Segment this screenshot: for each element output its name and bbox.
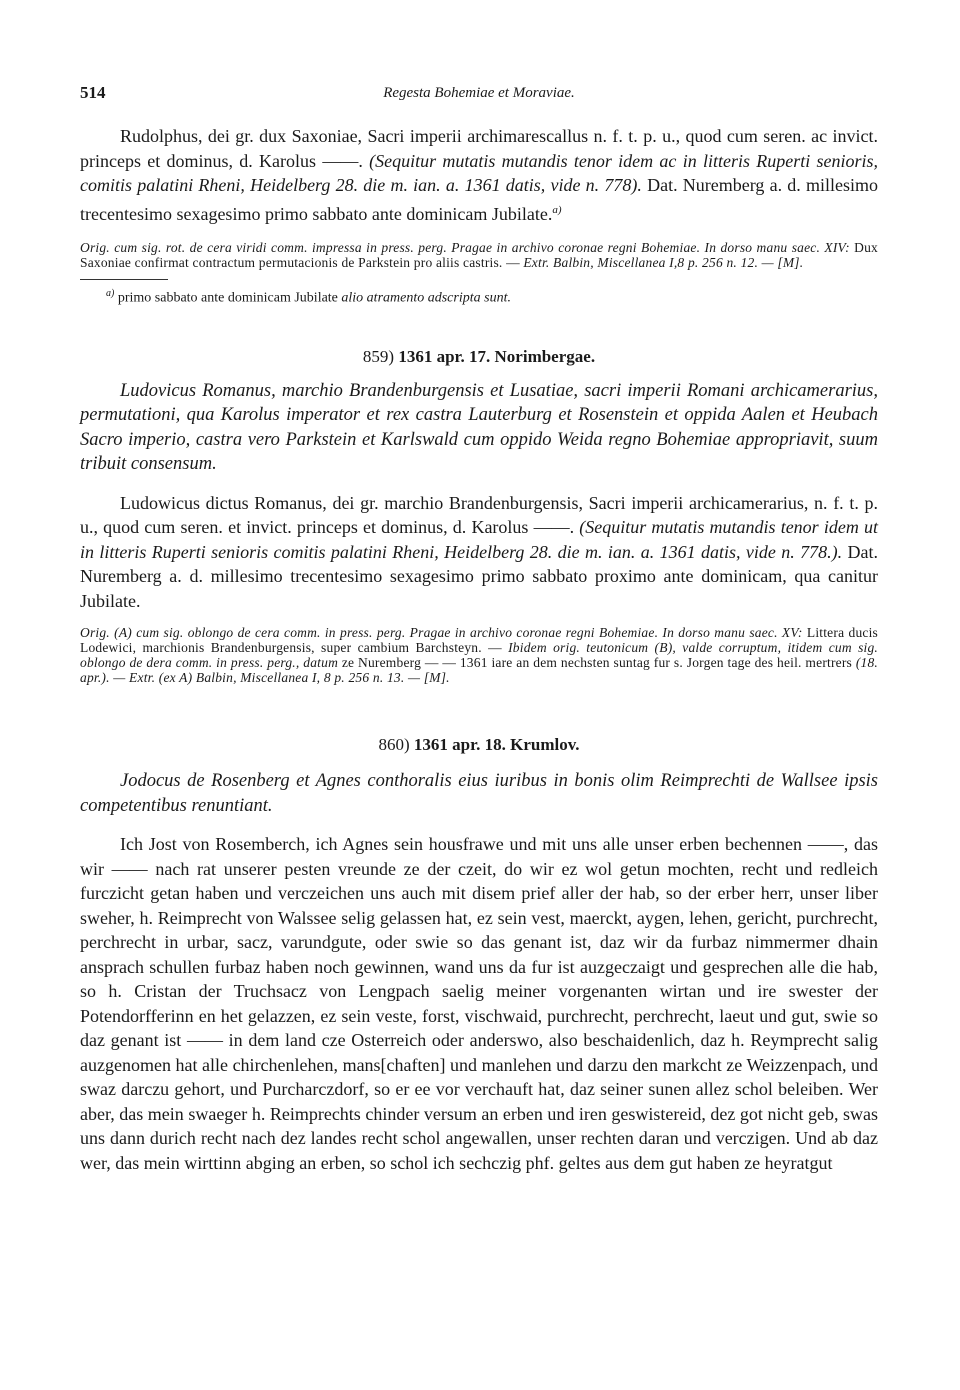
doc860-date: 1361 apr. 18. Krumlov. bbox=[413, 735, 580, 755]
doc859-note-b: Littera ducis Lodewici, marchionis Brandenburgensis, super cambium Barchsteyn. — bbox=[80, 625, 878, 656]
doc858-footnote-a: primo sabbato ante dominicam Jubilate bbox=[114, 290, 342, 306]
footnote-rule bbox=[80, 279, 168, 280]
doc859-note-c: Ibidem orig. teutonicum (B), valde corruptum, itidem cum sig. oblongo de dera comm. in press. perg., datum bbox=[80, 640, 879, 671]
doc859-note-d: ze Nuremberg — — 1361 iare an dem nechsten suntag fur s. Jorgen tage des heil. mertrers bbox=[338, 655, 856, 671]
doc859-text-a: Ludowicus dictus Romanus, dei gr. marchio Brandenburgensis, Sacri imperii archicamerarius, n. f. t. p. u., quod cum seren. et invict. princeps et dominus, d. Karolus ——. bbox=[80, 492, 878, 538]
doc859-text-b: (Sequitur mutatis mutandis tenor idem ut in litteris Ruperti senioris comitis palatini Rheni, Heidelberg 28. die m. ian. a. 1361 datis, vide n. 778.). bbox=[80, 517, 878, 562]
page-number: 514 bbox=[80, 83, 106, 102]
doc858-text-b: (Sequitur mutatis mutandis tenor idem ac in litteris Ruperti senioris, comitis palatini Rheni, Heidelberg 28. die m. ian. a. 1361 datis, vide n. 778). bbox=[80, 150, 879, 195]
doc859-text bbox=[80, 491, 878, 614]
doc859-note bbox=[80, 625, 878, 685]
doc859-note-e: (18. apr.). — Extr. (ex A) Balbin, Miscellanea I, 8 p. 256 n. 13. — [M]. bbox=[80, 655, 878, 686]
doc859-regest: Ludovicus Romanus, marchio Brandenburgensis et Lusatiae, sacri imperii Romani archicamerarius, permutationi, qua Karolus imperator et rex castra Lauterburg et Rosenstein et oppida Aalen et Heubach Sacro imperio, castra vero Parkstein et Karlswald cum oppido Weida regno Bohemiae appropriavit, suum tribuit consensum. bbox=[80, 380, 878, 475]
doc858-footnote-ref: a) bbox=[552, 203, 562, 216]
doc858-footnote bbox=[106, 288, 878, 307]
doc859-heading bbox=[80, 347, 878, 367]
doc860-text: Ich Jost von Rosemberch, ich Agnes sein housfrawe und mit uns alle unser erben bechennen ——, das wir —— nach rat unserer pesten vreunde ze der czeit, do wir ez wol getun mochten, recht und redleich furczicht getan haben und verczeichen uns auch mit disem prief aller der hab, so der erber herr, unser liber sweher, h. Reimprecht von Walssee selig gelassen hat, ez sein vest, maerckt, aygen, lehen, gericht, purchrecht, perchrecht in urbar, sacz, varundgute, oder swie so das genant ist, daz wir da furbaz nimmermer dhain ansprach schullen furbaz haben noch gewinnen, wand uns da fur ist auzgeczaigt und gesprechen alle die hab, so h. Cristan der Truchsacz von Lengpach saelig meiner vorgenanten wirtan und ire swester der Potendorfferinn en het gelazzen, ez sein veste, forst, vischwaid, purchrecht, perchrecht, laeut und gut, swie so daz genant ist —— in dem land cze Osterreich oder anderswo, also beschaidenlich, daz h. Reymprecht salig auzgenomen hat alle chirchenlehen, mans[chaften] und manlehen und darzu den markcht ze Weizzenpach, und swaz darczu gehort, und Purcharczdorf, so er ee vor verchauft hat, daz seiner sunen allez schol beleiben. Wer aber, das mein swaeger h. Reimprechts chinder versum an erben und iren geswistereid, dez got nicht geb, swas uns dann durich recht nach dez landes recht schol angewallen, unser rechten daran und verczigen. Und ab daz wer, das mein wirttinn abging an erben, so schol ich sechczig phf. geltes aus dem gut haben ze heyratgut bbox=[80, 834, 878, 1173]
doc858-footnote-b: alio atramento adscripta sunt. bbox=[341, 290, 511, 306]
document-page bbox=[80, 80, 878, 1175]
doc860-number: 860) bbox=[378, 735, 410, 755]
doc860-heading bbox=[80, 735, 878, 755]
doc859-number: 859) bbox=[362, 346, 395, 366]
doc858-text-c: Dat. Nuremberg a. d. millesimo trecentesimo sexagesimo primo sabbato ante dominicam Jubilate. bbox=[80, 175, 878, 224]
page-header bbox=[80, 80, 878, 120]
doc858-note-a: Orig. cum sig. rot. de cera viridi comm. impressa in press. perg. Pragae in archivo coronae regni Bohemiae. In dorso manu saec. XIV: bbox=[80, 240, 850, 255]
doc859-date: 1361 apr. 17. Norimbergae. bbox=[398, 346, 596, 366]
doc859-text-c: Dat. Nuremberg a. d. millesimo trecentesimo sexagesimo primo sabbato proximo ante dominicam, qua canitur Jubilate. bbox=[80, 541, 878, 611]
doc858-text-a: Rudolphus, dei gr. dux Saxoniae, Sacri imperii archimarescallus n. f. t. p. u., quod cum seren. ac invict. princeps et dominus, d. Karolus ——. bbox=[80, 126, 878, 171]
doc860-regest: Jodocus de Rosenberg et Agnes conthoralis eius iuribus in bonis olim Reimprechti de Wallsee ipsis competentibus renuntiant. bbox=[80, 771, 878, 816]
running-title: Regesta Bohemiae et Moraviae. bbox=[383, 85, 575, 101]
doc858-note bbox=[80, 240, 878, 270]
doc858-note-b: Dux Saxoniae confirmat contractum permutacionis de Parkstein pro aliis castris. — bbox=[80, 240, 878, 270]
doc859-note-a: Orig. (A) cum sig. oblongo de cera comm. in press. perg. Pragae in archivo coronae regni Bohemiae. In dorso manu saec. XV: bbox=[80, 625, 803, 641]
doc858-note-c: Extr. Balbin, Miscellanea I,8 p. 256 n. 12. — [M]. bbox=[523, 255, 804, 270]
doc858-text bbox=[80, 124, 878, 226]
footnote-mark: a) bbox=[106, 288, 115, 299]
